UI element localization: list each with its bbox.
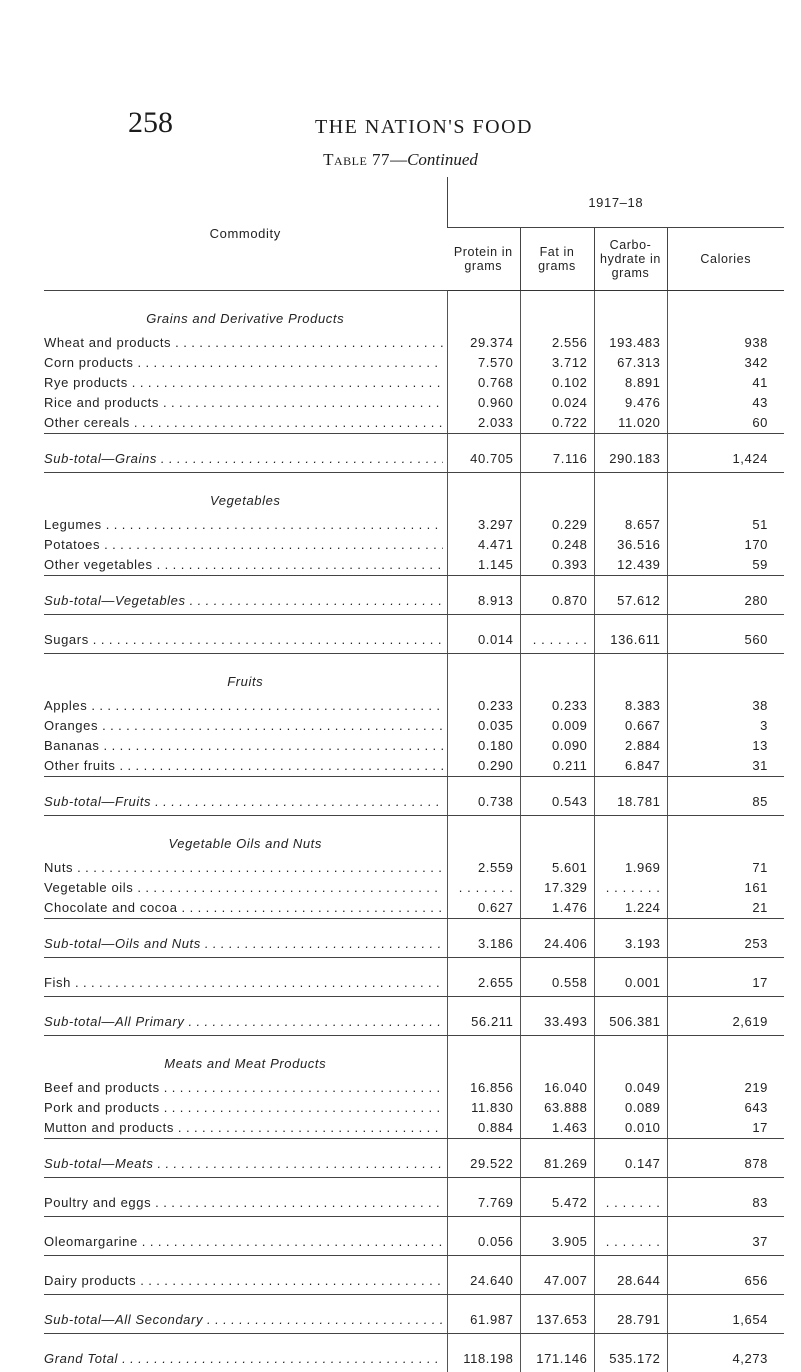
- fat-cell: 0.090: [520, 736, 594, 756]
- spacer-row: [44, 1139, 784, 1152]
- protein-cell: 4.471: [447, 535, 520, 555]
- row-label: Sugars . . .: [44, 627, 443, 653]
- table-row: [44, 970, 784, 997]
- row-label: Beef and products . . .: [44, 1078, 443, 1098]
- page-header: [0, 106, 801, 146]
- row-label: Apples . . .: [44, 696, 443, 716]
- carb-cell: 0.049: [594, 1078, 667, 1098]
- fat-cell: 24.406: [520, 931, 594, 958]
- table-row: [44, 373, 784, 393]
- protein-cell: 61.987: [447, 1307, 520, 1334]
- section-title-row: [44, 305, 784, 333]
- protein-cell: 0.056: [447, 1229, 520, 1256]
- fat-header: Fat in grams: [520, 228, 594, 291]
- cal-cell: 51: [667, 515, 784, 535]
- cal-cell: 643: [667, 1098, 784, 1118]
- section-title-row: [44, 1050, 784, 1078]
- carb-cell: 0.089: [594, 1098, 667, 1118]
- fat-cell: 0.393: [520, 555, 594, 576]
- subtotal-row: [44, 446, 784, 473]
- protein-cell: 0.180: [447, 736, 520, 756]
- protein-cell: 29.522: [447, 1151, 520, 1178]
- row-label: Corn products . . .: [44, 353, 443, 373]
- row-label: Potatoes . . .: [44, 535, 443, 555]
- row-label: Wheat and products . . .: [44, 333, 443, 353]
- table-row: [44, 898, 784, 919]
- fat-cell: 81.269: [520, 1151, 594, 1178]
- carb-cell: 18.781: [594, 789, 667, 816]
- cal-cell: 170: [667, 535, 784, 555]
- table-row: [44, 1190, 784, 1217]
- spacer-row: [44, 473, 784, 488]
- protein-cell: 0.233: [447, 696, 520, 716]
- table-row: [44, 696, 784, 716]
- cal-cell: 3: [667, 716, 784, 736]
- fat-cell: 63.888: [520, 1098, 594, 1118]
- table-row: [44, 413, 784, 434]
- cal-cell: 219: [667, 1078, 784, 1098]
- cal-cell: 43: [667, 393, 784, 413]
- protein-header: Protein in grams: [447, 228, 520, 291]
- protein-cell: 2.033: [447, 413, 520, 434]
- protein-cell: 7.570: [447, 353, 520, 373]
- spacer-row: [44, 576, 784, 589]
- fat-cell: 0.211: [520, 756, 594, 777]
- carb-cell: 36.516: [594, 535, 667, 555]
- spacer-row: [44, 1036, 784, 1051]
- table-row: [44, 333, 784, 353]
- carb-cell: 1.224: [594, 898, 667, 919]
- table-row: [44, 1098, 784, 1118]
- table-row: [44, 353, 784, 373]
- fat-cell: 0.722: [520, 413, 594, 434]
- row-label: Poultry and eggs . . .: [44, 1190, 443, 1216]
- row-label: Fish . . .: [44, 970, 443, 996]
- table-row: [44, 1229, 784, 1256]
- protein-cell: . . . . . . .: [447, 878, 520, 898]
- row-label: Sub-total—Oils and Nuts . . .: [44, 931, 443, 957]
- carb-cell: 1.969: [594, 858, 667, 878]
- carb-cell: 193.483: [594, 333, 667, 353]
- cal-cell: 253: [667, 931, 784, 958]
- carb-cell: 0.010: [594, 1118, 667, 1139]
- fat-cell: 2.556: [520, 333, 594, 353]
- protein-cell: 2.559: [447, 858, 520, 878]
- section-title: Grains and Derivative Products: [44, 305, 447, 333]
- carb-cell: . . . . . . .: [594, 878, 667, 898]
- cal-cell: 83: [667, 1190, 784, 1217]
- section-title: Vegetables: [44, 487, 447, 515]
- spacer-row: [44, 1217, 784, 1230]
- carb-cell: 12.439: [594, 555, 667, 576]
- row-label: Nuts . . .: [44, 858, 443, 878]
- section-title: Vegetable Oils and Nuts: [44, 830, 447, 858]
- table-row: [44, 736, 784, 756]
- carb-cell: 11.020: [594, 413, 667, 434]
- cal-cell: 21: [667, 898, 784, 919]
- carb-cell: 8.383: [594, 696, 667, 716]
- protein-cell: 40.705: [447, 446, 520, 473]
- spacer-row: [44, 1178, 784, 1191]
- carb-cell: 2.884: [594, 736, 667, 756]
- section-title: Meats and Meat Products: [44, 1050, 447, 1078]
- fat-cell: 1.476: [520, 898, 594, 919]
- protein-cell: 1.145: [447, 555, 520, 576]
- table-row: [44, 716, 784, 736]
- fat-cell: 0.009: [520, 716, 594, 736]
- spacer-row: [44, 777, 784, 790]
- subtotal-row: [44, 1009, 784, 1036]
- cal-cell: 17: [667, 1118, 784, 1139]
- cal-cell: 161: [667, 878, 784, 898]
- table-row: [44, 515, 784, 535]
- row-label: Other vegetables . . .: [44, 555, 443, 575]
- table-row: [44, 535, 784, 555]
- spacer-row: [44, 434, 784, 447]
- fat-cell: 0.543: [520, 789, 594, 816]
- row-label: Bananas . . .: [44, 736, 443, 756]
- table-head: [44, 177, 784, 291]
- cal-cell: 280: [667, 588, 784, 615]
- cal-cell: 59: [667, 555, 784, 576]
- table-row: [44, 393, 784, 413]
- fat-cell: 1.463: [520, 1118, 594, 1139]
- protein-cell: 56.211: [447, 1009, 520, 1036]
- carb-cell: . . . . . . .: [594, 1190, 667, 1217]
- carb-cell: 136.611: [594, 627, 667, 654]
- protein-cell: 24.640: [447, 1268, 520, 1295]
- spacer-row: [44, 919, 784, 932]
- fat-cell: 3.905: [520, 1229, 594, 1256]
- page-number: 258: [128, 106, 173, 140]
- year-header: 1917–18: [447, 177, 784, 228]
- cal-cell: 4,273: [667, 1346, 784, 1372]
- protein-cell: 3.186: [447, 931, 520, 958]
- spacer-row: [44, 654, 784, 669]
- fat-cell: 137.653: [520, 1307, 594, 1334]
- fat-cell: 0.233: [520, 696, 594, 716]
- cal-cell: 41: [667, 373, 784, 393]
- carb-cell: 6.847: [594, 756, 667, 777]
- spacer-row: [44, 816, 784, 831]
- fat-cell: 7.116: [520, 446, 594, 473]
- fat-cell: 0.248: [520, 535, 594, 555]
- fat-cell: 33.493: [520, 1009, 594, 1036]
- protein-cell: 0.884: [447, 1118, 520, 1139]
- row-label: Other fruits . . .: [44, 756, 443, 776]
- protein-cell: 0.290: [447, 756, 520, 777]
- cal-cell: 656: [667, 1268, 784, 1295]
- protein-cell: 0.960: [447, 393, 520, 413]
- cal-cell: 71: [667, 858, 784, 878]
- spacer-row: [44, 615, 784, 628]
- spacer-row: [44, 1295, 784, 1308]
- fat-cell: 0.229: [520, 515, 594, 535]
- protein-cell: 7.769: [447, 1190, 520, 1217]
- row-label: Sub-total—Grains . . .: [44, 446, 443, 472]
- cal-cell: 85: [667, 789, 784, 816]
- fat-cell: 171.146: [520, 1346, 594, 1372]
- section-title-row: [44, 487, 784, 515]
- row-label: Sub-total—All Secondary . . .: [44, 1307, 443, 1333]
- protein-cell: 0.014: [447, 627, 520, 654]
- spacer-row: [44, 291, 784, 306]
- subtotal-row: [44, 931, 784, 958]
- protein-cell: 0.035: [447, 716, 520, 736]
- row-label: Sub-total—Meats . . .: [44, 1151, 443, 1177]
- cal-cell: 38: [667, 696, 784, 716]
- commodity-header: Commodity: [44, 177, 447, 291]
- carb-cell: 0.667: [594, 716, 667, 736]
- table-label: Table 77: [323, 150, 390, 169]
- row-label: Rice and products . . .: [44, 393, 443, 413]
- protein-cell: 0.738: [447, 789, 520, 816]
- carb-cell: 9.476: [594, 393, 667, 413]
- row-label: Sub-total—Fruits . . .: [44, 789, 443, 815]
- subtotal-row: [44, 588, 784, 615]
- cal-cell: 17: [667, 970, 784, 997]
- fat-cell: 0.102: [520, 373, 594, 393]
- spacer-row: [44, 1256, 784, 1269]
- fat-cell: 0.558: [520, 970, 594, 997]
- fat-cell: 16.040: [520, 1078, 594, 1098]
- table-caption: Table 77—Continued: [0, 150, 801, 170]
- cal-cell: 31: [667, 756, 784, 777]
- subtotal-row: [44, 1151, 784, 1178]
- table-row: [44, 858, 784, 878]
- carb-cell: 290.183: [594, 446, 667, 473]
- cal-cell: 560: [667, 627, 784, 654]
- carb-cell: 57.612: [594, 588, 667, 615]
- row-label: Sub-total—All Primary . . .: [44, 1009, 443, 1035]
- subtotal-row: [44, 789, 784, 816]
- row-label: Dairy products . . .: [44, 1268, 443, 1294]
- row-label: Sub-total—Vegetables . . .: [44, 588, 443, 614]
- row-label: Oleomargarine . . .: [44, 1229, 443, 1255]
- carb-cell: . . . . . . .: [594, 1229, 667, 1256]
- cal-cell: 37: [667, 1229, 784, 1256]
- table-row: [44, 756, 784, 777]
- fat-cell: 47.007: [520, 1268, 594, 1295]
- cal-cell: 1,654: [667, 1307, 784, 1334]
- fat-cell: 5.601: [520, 858, 594, 878]
- carb-cell: 3.193: [594, 931, 667, 958]
- table-row: [44, 1118, 784, 1139]
- row-label: Legumes . . .: [44, 515, 443, 535]
- protein-cell: 8.913: [447, 588, 520, 615]
- row-label: Grand Total . . .: [44, 1346, 443, 1372]
- fat-cell: . . . . . . .: [520, 627, 594, 654]
- table-continued: Continued: [407, 150, 478, 169]
- carb-cell: 28.791: [594, 1307, 667, 1334]
- protein-cell: 118.198: [447, 1346, 520, 1372]
- cal-cell: 938: [667, 333, 784, 353]
- subtotal-row: [44, 1307, 784, 1334]
- protein-cell: 11.830: [447, 1098, 520, 1118]
- protein-cell: 3.297: [447, 515, 520, 535]
- nutrition-table: [44, 177, 784, 1372]
- row-label: Rye products . . .: [44, 373, 443, 393]
- carb-cell: 67.313: [594, 353, 667, 373]
- carb-cell: 28.644: [594, 1268, 667, 1295]
- row-label: Oranges . . .: [44, 716, 443, 736]
- spacer-row: [44, 997, 784, 1010]
- spacer-row: [44, 1334, 784, 1347]
- row-label: Other cereals . . .: [44, 413, 443, 433]
- cal-cell: 342: [667, 353, 784, 373]
- spacer-row: [44, 958, 784, 971]
- carbohydrate-header: Carbo-hydrate in grams: [594, 228, 667, 291]
- row-label: Chocolate and cocoa . . .: [44, 898, 443, 918]
- row-label: Pork and products . . .: [44, 1098, 443, 1118]
- protein-cell: 0.627: [447, 898, 520, 919]
- carb-cell: 0.147: [594, 1151, 667, 1178]
- cal-cell: 878: [667, 1151, 784, 1178]
- table-body: [44, 291, 784, 1372]
- fat-cell: 5.472: [520, 1190, 594, 1217]
- carb-cell: 8.657: [594, 515, 667, 535]
- carb-cell: 0.001: [594, 970, 667, 997]
- table-row: [44, 555, 784, 576]
- cal-cell: 2,619: [667, 1009, 784, 1036]
- row-label: Vegetable oils . . .: [44, 878, 443, 898]
- table-row: [44, 1268, 784, 1295]
- section-title-row: [44, 668, 784, 696]
- protein-cell: 29.374: [447, 333, 520, 353]
- fat-cell: 0.024: [520, 393, 594, 413]
- cal-cell: 1,424: [667, 446, 784, 473]
- fat-cell: 17.329: [520, 878, 594, 898]
- carb-cell: 535.172: [594, 1346, 667, 1372]
- row-label: Mutton and products . . .: [44, 1118, 443, 1138]
- protein-cell: 2.655: [447, 970, 520, 997]
- cal-cell: 60: [667, 413, 784, 434]
- section-title: Fruits: [44, 668, 447, 696]
- cal-cell: 13: [667, 736, 784, 756]
- protein-cell: 0.768: [447, 373, 520, 393]
- fat-cell: 0.870: [520, 588, 594, 615]
- table-row: [44, 1078, 784, 1098]
- carb-cell: 8.891: [594, 373, 667, 393]
- carb-cell: 506.381: [594, 1009, 667, 1036]
- table-row: [44, 627, 784, 654]
- fat-cell: 3.712: [520, 353, 594, 373]
- protein-cell: 16.856: [447, 1078, 520, 1098]
- grand-total-row: [44, 1346, 784, 1372]
- running-title: THE NATION'S FOOD: [315, 116, 533, 139]
- calories-header: Calories: [667, 228, 784, 291]
- section-title-row: [44, 830, 784, 858]
- table-row: [44, 878, 784, 898]
